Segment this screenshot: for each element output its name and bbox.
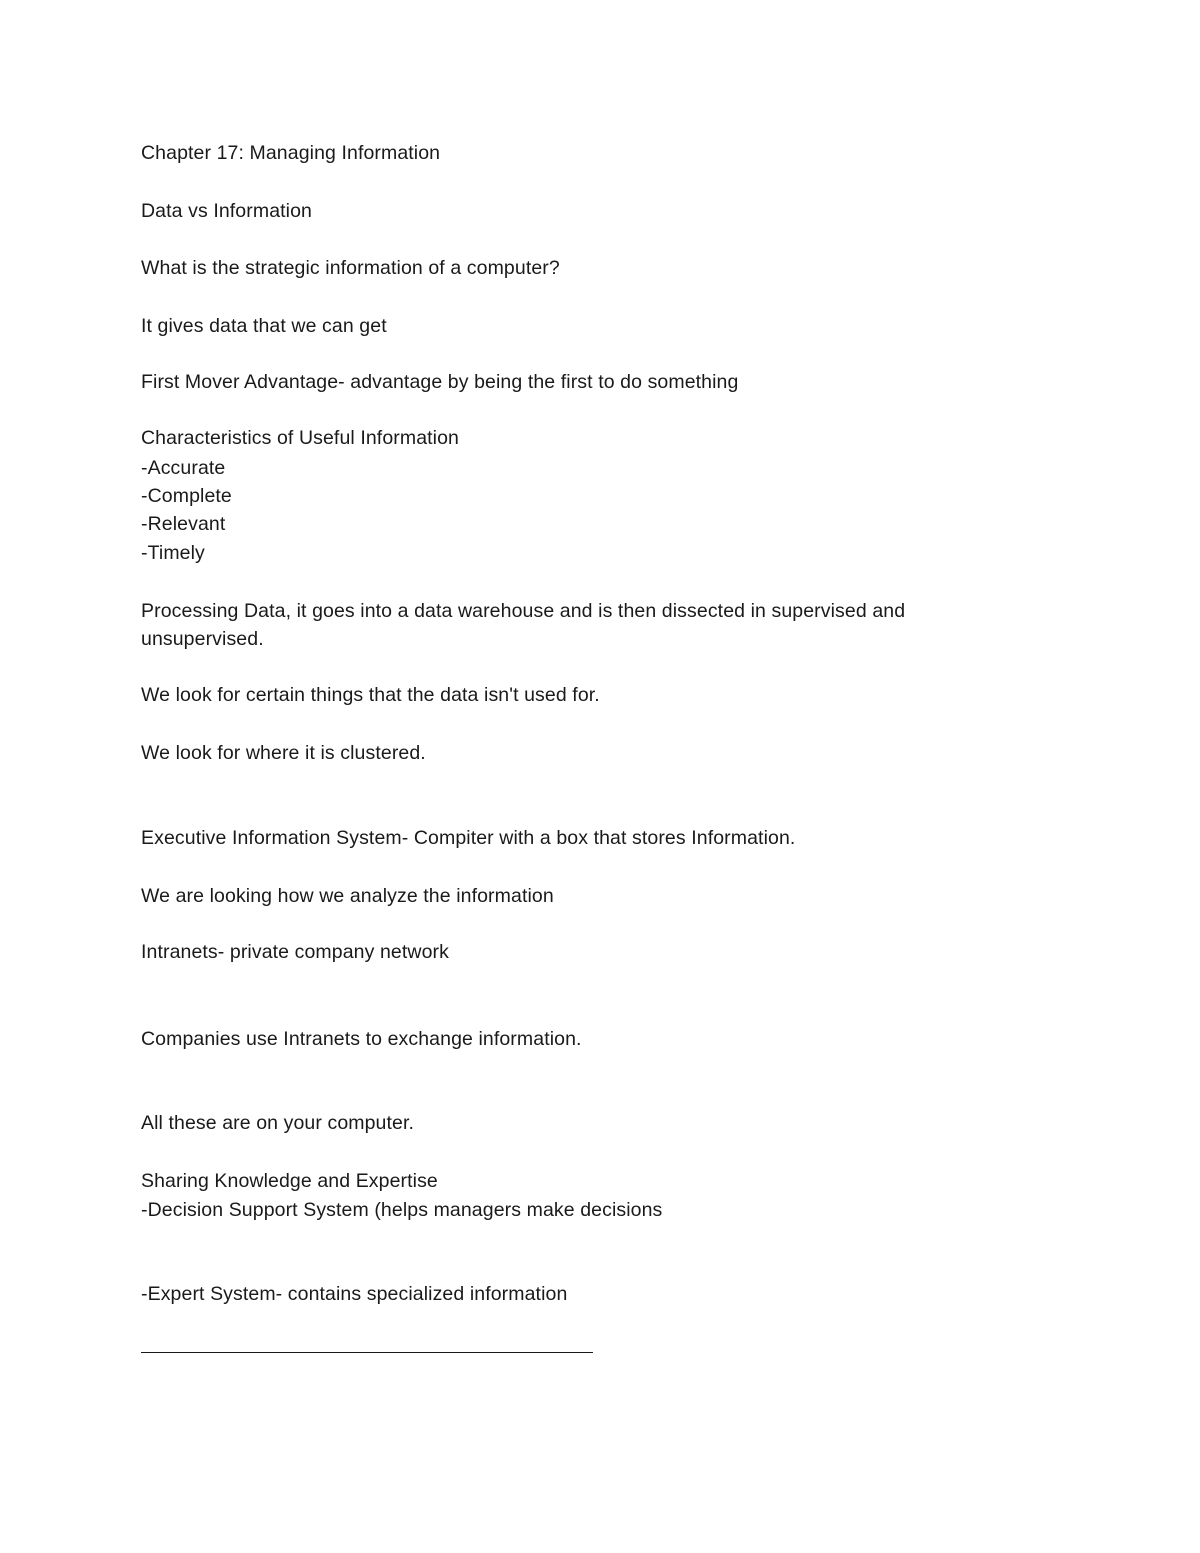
list-item: -Accurate <box>141 457 226 479</box>
processing-text-line2: unsupervised. <box>141 628 264 650</box>
answer-text: It gives data that we can get <box>141 315 387 337</box>
page-title: Chapter 17: Managing Information <box>141 142 441 164</box>
section-heading: Data vs Information <box>141 200 312 222</box>
executive-text: Executive Information System- Compiter with a box that stores Information. <box>141 827 796 849</box>
intranets-text: Intranets- private company network <box>141 941 449 963</box>
characteristics-heading: Characteristics of Useful Information <box>141 427 459 449</box>
look-for-text-1: We look for certain things that the data isn't used for. <box>141 684 600 706</box>
list-item: -Relevant <box>141 513 226 535</box>
list-item: -Timely <box>141 542 205 564</box>
first-mover-text: First Mover Advantage- advantage by being the first to do something <box>141 371 739 393</box>
list-item: -Complete <box>141 485 232 507</box>
all-these-text: All these are on your computer. <box>141 1112 414 1134</box>
look-for-text-2: We look for where it is clustered. <box>141 742 426 764</box>
processing-text-line1: Processing Data, it goes into a data warehouse and is then dissected in supervised and <box>141 600 906 622</box>
question-text: What is the strategic information of a computer? <box>141 257 560 279</box>
dss-item: -Decision Support System (helps managers make decisions <box>141 1199 663 1221</box>
horizontal-rule <box>141 1352 593 1353</box>
expert-item: -Expert System- contains specialized information <box>141 1283 568 1305</box>
sharing-heading: Sharing Knowledge and Expertise <box>141 1170 438 1192</box>
analyze-text: We are looking how we analyze the information <box>141 885 554 907</box>
companies-text: Companies use Intranets to exchange information. <box>141 1028 582 1050</box>
